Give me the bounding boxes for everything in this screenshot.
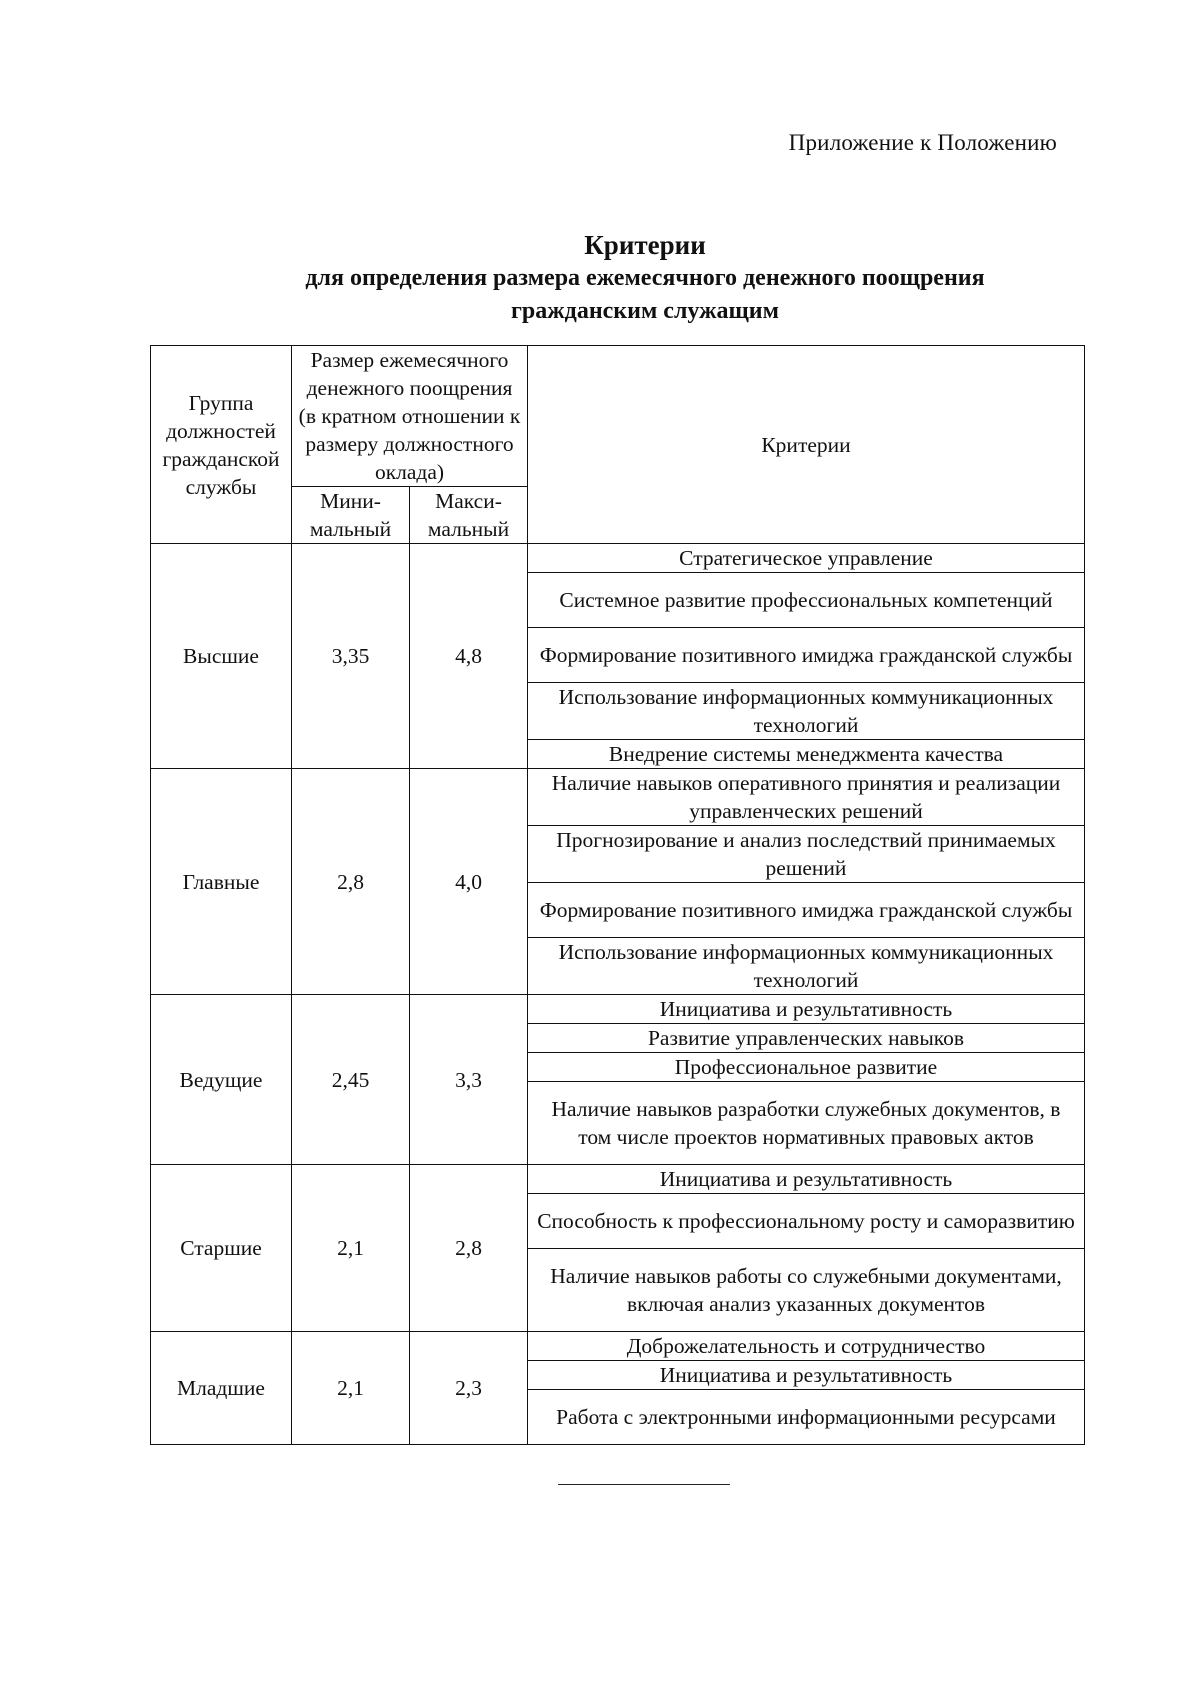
min-value-cell: 2,1 (292, 1165, 410, 1332)
header-group: Группа должностей гражданской службы (151, 346, 292, 544)
group-name-cell: Младшие (151, 1332, 292, 1445)
title-line-3: гражданским служащим (511, 298, 779, 324)
criterion-cell: Использование информационных коммуникационных технологий (528, 938, 1085, 995)
table-row (151, 544, 1085, 573)
group-name-cell: Высшие (151, 544, 292, 769)
min-value-cell: 2,45 (292, 995, 410, 1165)
table-row (151, 995, 1085, 1024)
criterion-cell: Профессиональное развитие (528, 1053, 1085, 1082)
criterion-cell: Использование информационных коммуникационных технологий (528, 683, 1085, 740)
max-value-cell: 3,3 (410, 995, 528, 1165)
criterion-cell: Наличие навыков оперативного принятия и реализации управленческих решений (528, 769, 1085, 826)
criteria-table-body (151, 346, 1085, 1445)
criterion-cell: Способность к профессиональному росту и саморазвитию (528, 1194, 1085, 1249)
criterion-cell: Инициатива и результативность (528, 1165, 1085, 1194)
title-line-2: для определения размера ежемесячного денежного поощрения (305, 265, 985, 291)
criterion-cell: Формирование позитивного имиджа гражданской службы (528, 628, 1085, 683)
table-row (151, 1332, 1085, 1361)
end-separator-line (558, 1484, 730, 1485)
criterion-cell: Внедрение системы менеджмента качества (528, 740, 1085, 769)
criterion-cell: Работа с электронными информационными ресурсами (528, 1390, 1085, 1445)
criterion-cell: Доброжелательность и сотрудничество (528, 1332, 1085, 1361)
max-value-cell: 4,0 (410, 769, 528, 995)
criterion-cell: Формирование позитивного имиджа гражданской службы (528, 883, 1085, 938)
criterion-cell: Инициатива и результативность (528, 995, 1085, 1024)
group-name-cell: Старшие (151, 1165, 292, 1332)
header-max: Макси-мальный (410, 487, 528, 544)
criterion-cell: Прогнозирование и анализ последствий принимаемых решений (528, 826, 1085, 883)
header-min: Мини-мальный (292, 487, 410, 544)
max-value-cell: 4,8 (410, 544, 528, 769)
criterion-cell: Инициатива и результативность (528, 1361, 1085, 1390)
group-name-cell: Ведущие (151, 995, 292, 1165)
group-name-cell: Главные (151, 769, 292, 995)
min-value-cell: 2,8 (292, 769, 410, 995)
header-row (151, 346, 1085, 487)
criterion-cell: Системное развитие профессиональных компетенций (528, 573, 1085, 628)
max-value-cell: 2,3 (410, 1332, 528, 1445)
criterion-cell: Стратегическое управление (528, 544, 1085, 573)
max-value-cell: 2,8 (410, 1165, 528, 1332)
criterion-cell: Наличие навыков разработки служебных документов, в том числе проектов нормативных правовых актов (528, 1082, 1085, 1165)
criterion-cell: Развитие управленческих навыков (528, 1024, 1085, 1053)
appendix-label: Приложение к Положению (788, 130, 1057, 155)
min-value-cell: 2,1 (292, 1332, 410, 1445)
table-row (151, 769, 1085, 826)
header-size: Размер ежемесячного денежного поощрения (в кратном отношении к размеру должностного оклада) (292, 346, 528, 487)
header-criteria: Критерии (528, 346, 1085, 544)
criterion-cell: Наличие навыков работы со служебными документами, включая анализ указанных документов (528, 1249, 1085, 1332)
table-row (151, 1165, 1085, 1194)
min-value-cell: 3,35 (292, 544, 410, 769)
title-main: Критерии (584, 230, 706, 260)
criteria-table (150, 345, 1085, 1445)
document-title (150, 228, 1140, 328)
